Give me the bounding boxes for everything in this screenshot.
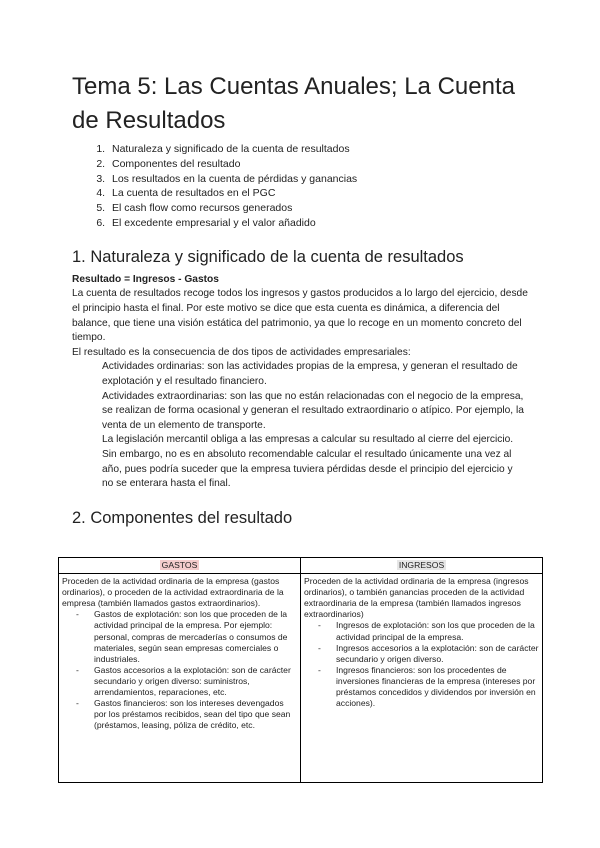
actividades-extraordinarias: Actividades extraordinarias: son las que no están relacionadas con el negocio de la empresa, se realizan de forma ocasional y generan el resultado extraordinario o atípico. Por ejemplo, la venta de un elemento de transporte. (102, 390, 524, 431)
list-item: - Gastos financieros: son los intereses devengados por los préstamos recibidos, sean del tipo que sean (préstamos, leasing, póliza de crédito, etc. (76, 698, 297, 731)
toc-item: 5. El cash flow como recursos generados (108, 201, 528, 216)
ingresos-header: INGRESOS (301, 558, 543, 574)
document-page (72, 70, 528, 534)
list-item: - Ingresos de explotación: son los que proceden de la actividad principal de la empresa. (318, 620, 539, 642)
result-formula: Resultado = Ingresos - Gastos (72, 273, 219, 285)
toc-item: 1. Naturaleza y significado de la cuenta de resultados (108, 142, 528, 157)
section-1-heading: 1. Naturaleza y significado de la cuenta de resultados (72, 247, 464, 266)
gastos-intro: Proceden de la actividad ordinaria de la empresa (gastos ordinarios), o proceden de la actividad extraordinaria de la empresa (también llamados gastos extraordinarios). (62, 576, 284, 609)
list-item: - Ingresos financieros: son los procedentes de inversiones financieras de la empresa (intereses por préstamos concedidos y dividendos por inversión en acciones). (318, 665, 539, 709)
page-title: Tema 5: Las Cuentas Anuales; La Cuenta de Resultados (72, 73, 515, 134)
toc-item: 6. El excedente empresarial y el valor añadido (108, 216, 528, 231)
ingresos-list (304, 620, 539, 709)
table-of-contents (72, 142, 528, 231)
components-table (58, 557, 543, 783)
list-item: - Gastos accesorios a la explotación: son de carácter secundario y origen diverso: suministros, arrendamientos, reparaciones, etc. (76, 665, 297, 698)
legislacion-mercantil: La legislación mercantil obliga a las empresas a calcular su resultado al cierre del ejercicio. Sin embargo, no es en absoluto recomendable calcular el resultado únicamente una vez al año, pues podría suceder que la empresa tuviera pérdidas desde el principio del ejercicio y (102, 434, 514, 475)
ingresos-cell (301, 574, 543, 783)
gastos-cell (59, 574, 301, 783)
gastos-header: GASTOS (59, 558, 301, 574)
toc-item: 4. La cuenta de resultados en el PGC (108, 186, 528, 201)
actividades-ordinarias: Actividades ordinarias: son las actividades propias de la empresa, y generan el resultado de explotación y el resultado financiero. (102, 361, 518, 387)
ingresos-intro: Proceden de la actividad ordinaria de la empresa (ingresos ordinarios), o también ganancias proceden de la actividad extraordinaria de la empresa (también llamados ingresos extraordinarios) (304, 576, 529, 620)
legislacion-mercantil-end: no se enterara hasta el final. (102, 478, 231, 490)
toc-item: 3. Los resultados en la cuenta de pérdidas y ganancias (108, 172, 528, 187)
toc-item: 2. Componentes del resultado (108, 157, 528, 172)
gastos-list (62, 609, 297, 731)
paragraph-cuenta-resultados: La cuenta de resultados recoge todos los ingresos y gastos producidos a lo largo del ejercicio, desde el principio hasta el final. Por este motivo se dice que esta cuenta es dinámica, a diferencia del balance, que tiene una visión estática del patrimonio, ya que lo recoge en un momento concreto del tiempo. (72, 288, 528, 344)
list-item: - Ingresos accesorios a la explotación: son de carácter secundario y origen diverso. (318, 643, 539, 665)
paragraph-tipos-actividades: El resultado es la consecuencia de dos tipos de actividades empresariales: (72, 346, 411, 358)
list-item: - Gastos de explotación: son los que proceden de la actividad principal de la empresa. Por ejemplo: personal, compras de mercaderías o consumos de materiales, según sean empresas comerciales o industriales. (76, 609, 297, 664)
section-2-heading: 2. Componentes del resultado (72, 508, 293, 527)
